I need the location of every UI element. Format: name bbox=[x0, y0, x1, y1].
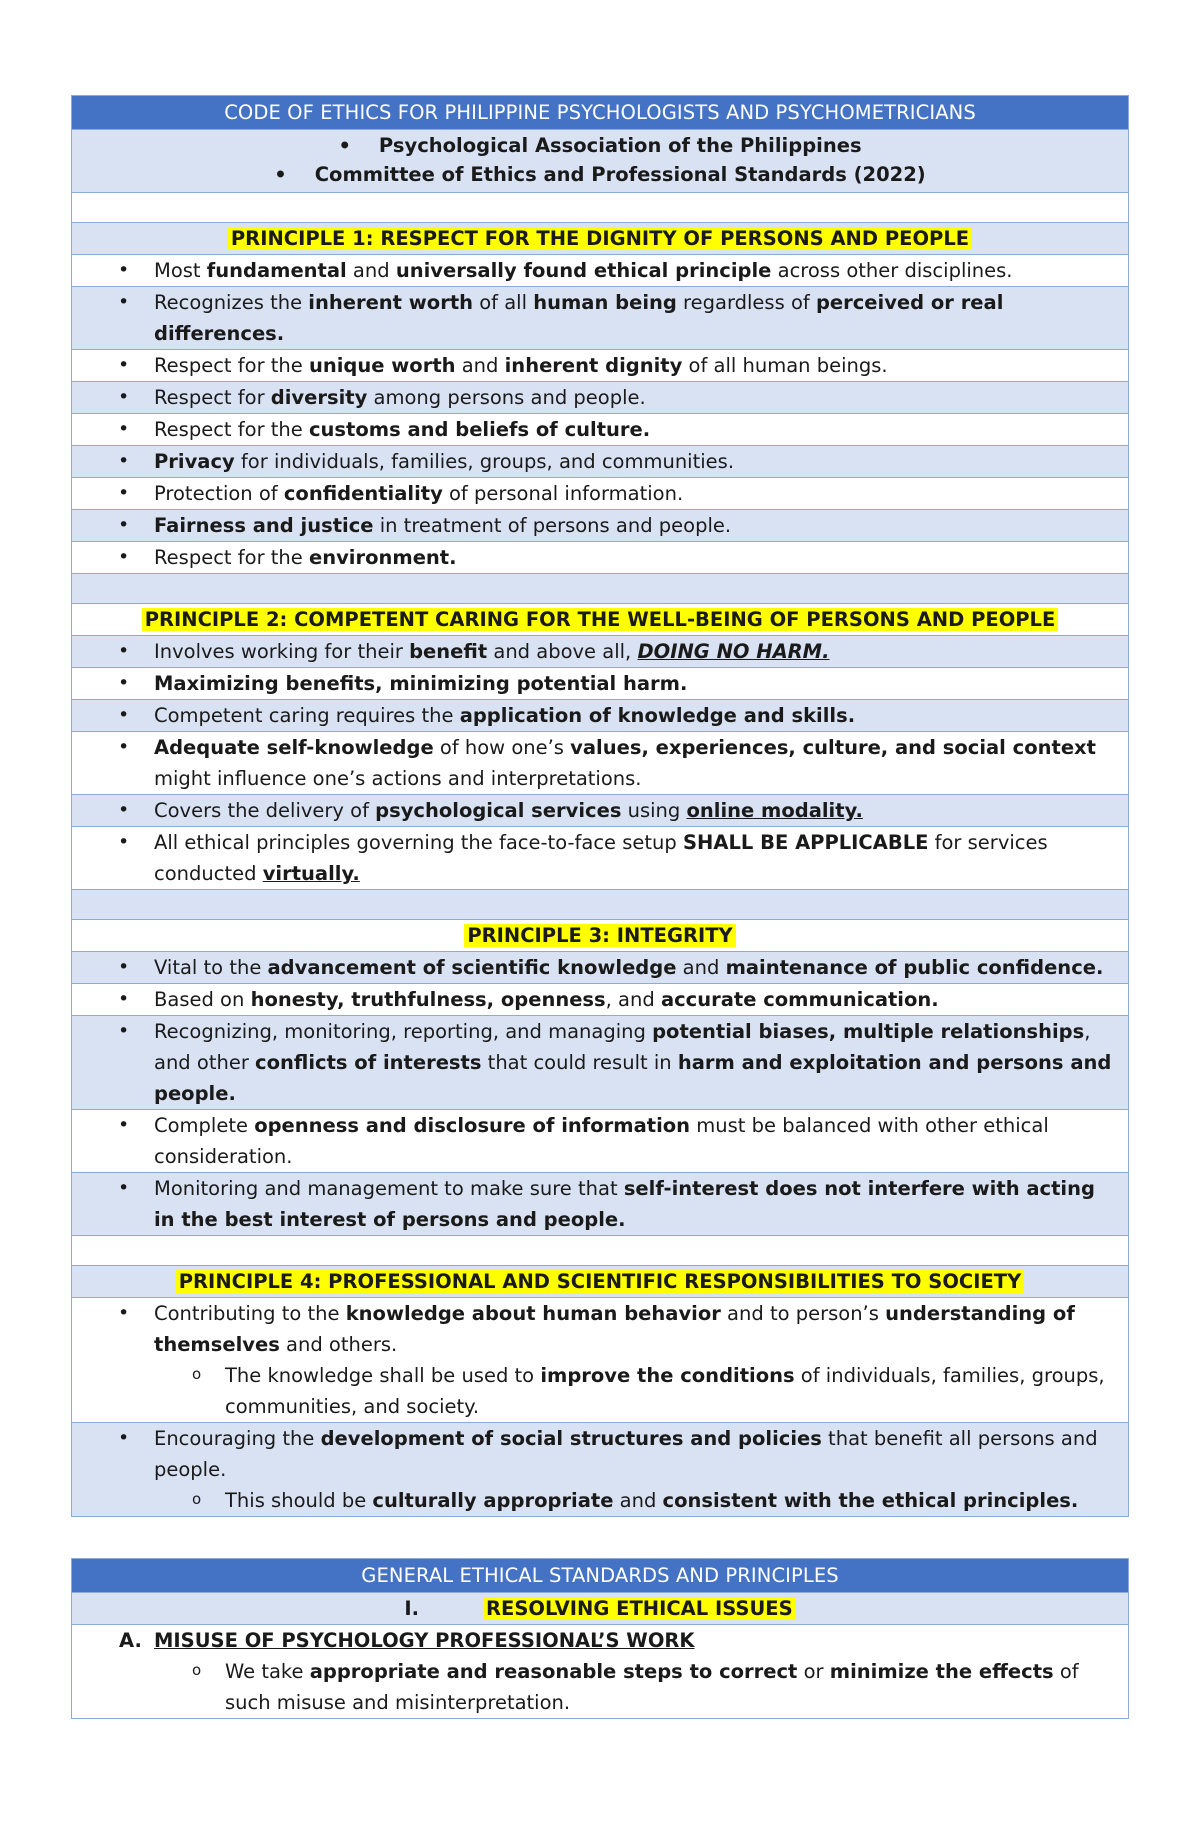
general-standards-table bbox=[71, 1558, 1129, 1719]
principle-3-heading: PRINCIPLE 3: INTEGRITY bbox=[72, 920, 1129, 952]
blank-row bbox=[72, 1236, 1129, 1266]
list-item: • Recognizes the inherent worth of all human being regardless of perceived or real differences. bbox=[72, 287, 1129, 350]
list-item: • All ethical principles governing the face-to-face setup SHALL BE APPLICABLE for services conducted virtually. bbox=[72, 827, 1129, 890]
blank-row bbox=[72, 193, 1129, 223]
list-item: • Respect for the unique worth and inherent dignity of all human beings. bbox=[72, 350, 1129, 382]
list-item: • Contributing to the knowledge about human behavior and to person’s understanding of themselves and others. o The knowledge shall be used to improve the conditions of individuals, families, groups, communities, and society. bbox=[72, 1298, 1129, 1423]
list-item: • Respect for the customs and beliefs of culture. bbox=[72, 414, 1129, 446]
principle-1-heading: PRINCIPLE 1: RESPECT FOR THE DIGNITY OF PERSONS AND PEOPLE bbox=[72, 223, 1129, 255]
list-item: • Encouraging the development of social structures and policies that benefit all persons and people. o This should be culturally appropriate and consistent with the ethical principles. bbox=[72, 1423, 1129, 1517]
list-item: • Maximizing benefits, minimizing potential harm. bbox=[72, 668, 1129, 700]
sub-list-item: o We take appropriate and reasonable steps to correct or minimize the effects of such misuse and misinterpretation. bbox=[72, 1656, 1128, 1718]
table-title: CODE OF ETHICS FOR PHILIPPINE PSYCHOLOGISTS AND PSYCHOMETRICIANS bbox=[72, 96, 1129, 130]
source-item: • Psychological Association of the Philippines bbox=[72, 131, 1128, 160]
list-item: • Adequate self-knowledge of how one’s values, experiences, culture, and social context might influence one’s actions and interpretations. bbox=[72, 732, 1129, 795]
document-page bbox=[71, 95, 1129, 1719]
source-item: • Committee of Ethics and Professional Standards (2022) bbox=[72, 160, 1128, 189]
list-item: • Involves working for their benefit and above all, DOING NO HARM. bbox=[72, 636, 1129, 668]
blank-row bbox=[72, 574, 1129, 604]
code-of-ethics-table bbox=[71, 95, 1129, 1517]
list-item: • Respect for the environment. bbox=[72, 542, 1129, 574]
list-item: • Covers the delivery of psychological services using online modality. bbox=[72, 795, 1129, 827]
list-item: • Respect for diversity among persons and people. bbox=[72, 382, 1129, 414]
section-heading: I. RESOLVING ETHICAL ISSUES bbox=[72, 1593, 1129, 1625]
list-item: • Most fundamental and universally found ethical principle across other disciplines. bbox=[72, 255, 1129, 287]
list-item: • Recognizing, monitoring, reporting, and managing potential biases, multiple relationships, and other conflicts of interests that could result in harm and exploitation and persons and people. bbox=[72, 1016, 1129, 1110]
sub-list-item: o This should be culturally appropriate and consistent with the ethical principles. bbox=[72, 1485, 1128, 1516]
list-item: A. MISUSE OF PSYCHOLOGY PROFESSIONAL’S WORK o We take appropriate and reasonable steps to correct or minimize the effects of such misuse and misinterpretation. bbox=[72, 1625, 1129, 1719]
list-item: • Based on honesty, truthfulness, openness, and accurate communication. bbox=[72, 984, 1129, 1016]
sub-list-item: o The knowledge shall be used to improve the conditions of individuals, families, groups, communities, and society. bbox=[72, 1360, 1128, 1422]
blank-row bbox=[72, 890, 1129, 920]
principle-2-heading: PRINCIPLE 2: COMPETENT CARING FOR THE WELL-BEING OF PERSONS AND PEOPLE bbox=[72, 604, 1129, 636]
list-item: • Complete openness and disclosure of information must be balanced with other ethical consideration. bbox=[72, 1110, 1129, 1173]
list-item: • Competent caring requires the application of knowledge and skills. bbox=[72, 700, 1129, 732]
list-item: • Fairness and justice in treatment of persons and people. bbox=[72, 510, 1129, 542]
list-item: • Vital to the advancement of scientific knowledge and maintenance of public confidence. bbox=[72, 952, 1129, 984]
list-item: • Monitoring and management to make sure that self-interest does not interfere with acting in the best interest of persons and people. bbox=[72, 1173, 1129, 1236]
table-title: GENERAL ETHICAL STANDARDS AND PRINCIPLES bbox=[72, 1559, 1129, 1593]
list-item: • Privacy for individuals, families, groups, and communities. bbox=[72, 446, 1129, 478]
principle-4-heading: PRINCIPLE 4: PROFESSIONAL AND SCIENTIFIC RESPONSIBILITIES TO SOCIETY bbox=[72, 1266, 1129, 1298]
list-item: • Protection of confidentiality of personal information. bbox=[72, 478, 1129, 510]
source-list bbox=[72, 130, 1129, 193]
